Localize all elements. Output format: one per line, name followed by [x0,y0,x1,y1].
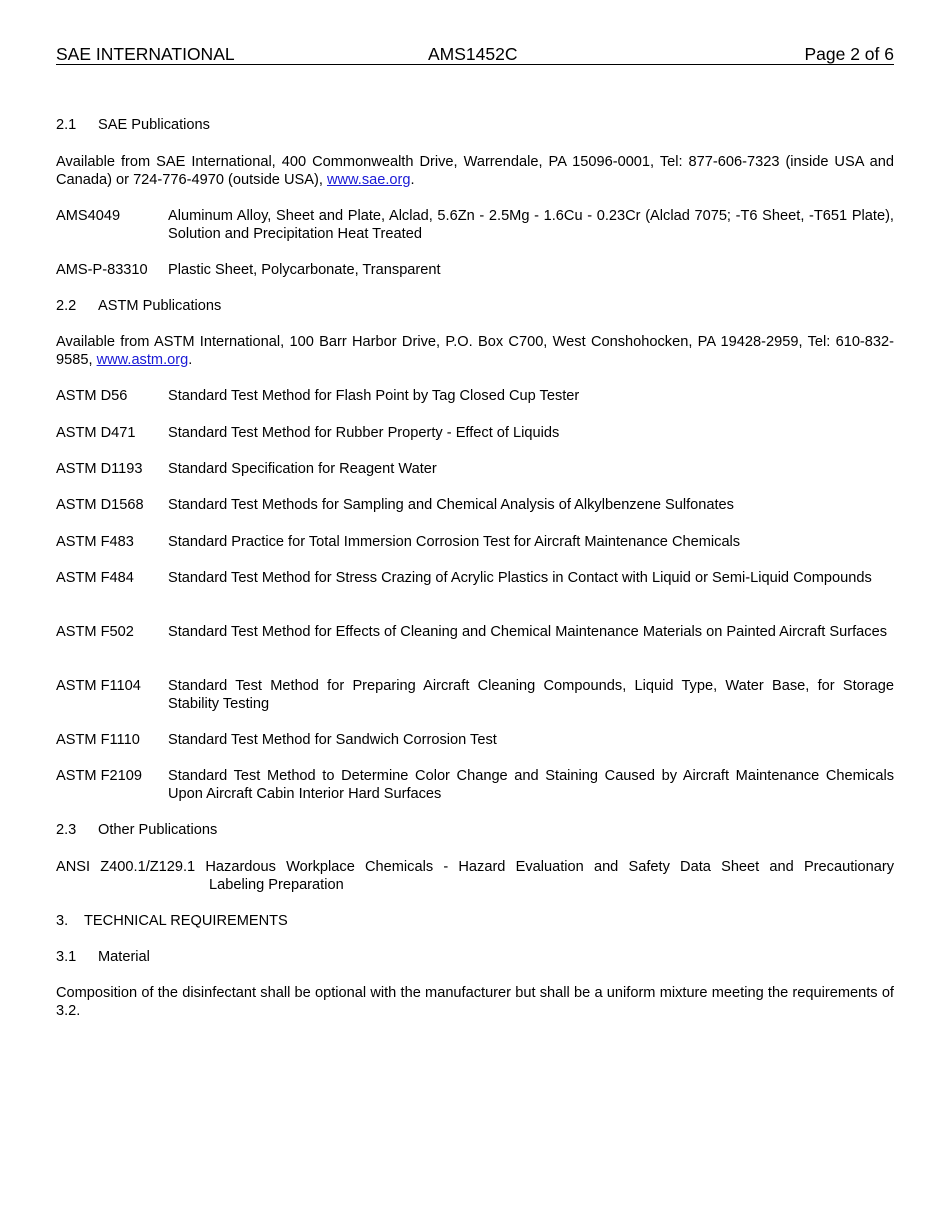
reference-entry [56,677,894,713]
reference-code: ASTM D1568 [56,497,144,513]
section-heading-2-1: 2.1 SAE Publications [56,117,210,133]
reference-code: ASTM F502 [56,624,134,640]
material-paragraph: Composition of the disinfectant shall be optional with the manufacturer but shall be a uniform mixture meeting the requirements of 3.2. [56,985,894,1019]
reference-code: ASTM D1193 [56,461,143,477]
reference-title: Standard Test Method for Sandwich Corrosion Test [168,732,497,748]
reference-entry [56,261,894,279]
ansi-reference-continuation: Labeling Preparation [209,877,344,893]
reference-title: Standard Test Method for Preparing Aircraft Cleaning Compounds, Liquid Type, Water Base, for Storage Stability Testing [168,678,894,712]
reference-entry [56,533,894,551]
reference-title: Standard Test Method for Effects of Cleaning and Chemical Maintenance Materials on Painted Aircraft Surfaces [168,624,887,640]
reference-title: Standard Specification for Reagent Water [168,461,437,477]
reference-entry [56,731,894,749]
astm-website-link[interactable]: www.astm.org [96,352,189,368]
ansi-reference-entry [56,858,894,894]
reference-code: ASTM F484 [56,570,134,586]
header-org: SAE INTERNATIONAL [56,44,235,64]
sae-availability-paragraph: Available from SAE International, 400 Commonwealth Drive, Warrendale, PA 15096-0001, Tel: 877-606-7323 (inside USA and Canada) or 724-776-4970 (outside USA), www.sae.org. [56,154,894,188]
section-heading-3-1: 3.1 Material [56,949,150,965]
section-heading-2-2: 2.2 ASTM Publications [56,298,222,314]
reference-title: Plastic Sheet, Polycarbonate, Transparent [168,262,441,278]
reference-entry [56,387,894,405]
section-heading-3: 3. TECHNICAL REQUIREMENTS [56,913,288,929]
reference-title: Standard Test Methods for Sampling and Chemical Analysis of Alkylbenzene Sulfonates [168,497,734,513]
reference-title: Standard Test Method to Determine Color Change and Staining Caused by Aircraft Maintenance Chemicals Upon Aircraft Cabin Interior Hard Surfaces [168,768,894,802]
reference-title: Standard Test Method for Rubber Property - Effect of Liquids [168,425,560,441]
reference-code: ASTM F1110 [56,732,140,748]
reference-entry [56,496,894,514]
reference-entry [56,569,894,587]
reference-entry [56,767,894,803]
header-page-number: Page 2 of 6 [804,44,894,64]
reference-entry [56,207,894,243]
reference-entry [56,460,894,478]
reference-code: ASTM D471 [56,425,136,441]
header-doc-number: AMS1452C [428,44,518,64]
reference-code: ASTM F1104 [56,678,141,694]
reference-code: AMS-P-83310 [56,262,148,278]
sae-website-link[interactable]: www.sae.org [326,172,411,188]
reference-code: ASTM F2109 [56,768,142,784]
reference-title: Aluminum Alloy, Sheet and Plate, Alclad, 5.6Zn - 2.5Mg - 1.6Cu - 0.23Cr (Alclad 7075; -T6 Sheet, -T651 Plate), Solution and Precipitation Heat Treated [168,208,894,242]
reference-title: Standard Test Method for Stress Crazing of Acrylic Plastics in Contact with Liquid or Semi-Liquid Compounds [168,570,872,586]
reference-entry [56,623,894,641]
reference-code: ASTM D56 [56,388,128,404]
reference-entry [56,424,894,442]
reference-code: ASTM F483 [56,534,134,550]
section-heading-2-3: 2.3 Other Publications [56,822,218,838]
astm-availability-paragraph: Available from ASTM International, 100 Barr Harbor Drive, P.O. Box C700, West Conshohocken, PA 19428-2959, Tel: 610-832-9585, www.astm.org. [56,334,894,368]
reference-title: Standard Test Method for Flash Point by Tag Closed Cup Tester [168,388,580,404]
page-header [56,44,894,65]
ansi-reference-line: ANSI Z400.1/Z129.1 Hazardous Workplace Chemicals - Hazard Evaluation and Safety Data Sheet and Precautionary [56,859,894,875]
reference-title: Standard Practice for Total Immersion Corrosion Test for Aircraft Maintenance Chemicals [168,534,741,550]
reference-code: AMS4049 [56,208,121,224]
